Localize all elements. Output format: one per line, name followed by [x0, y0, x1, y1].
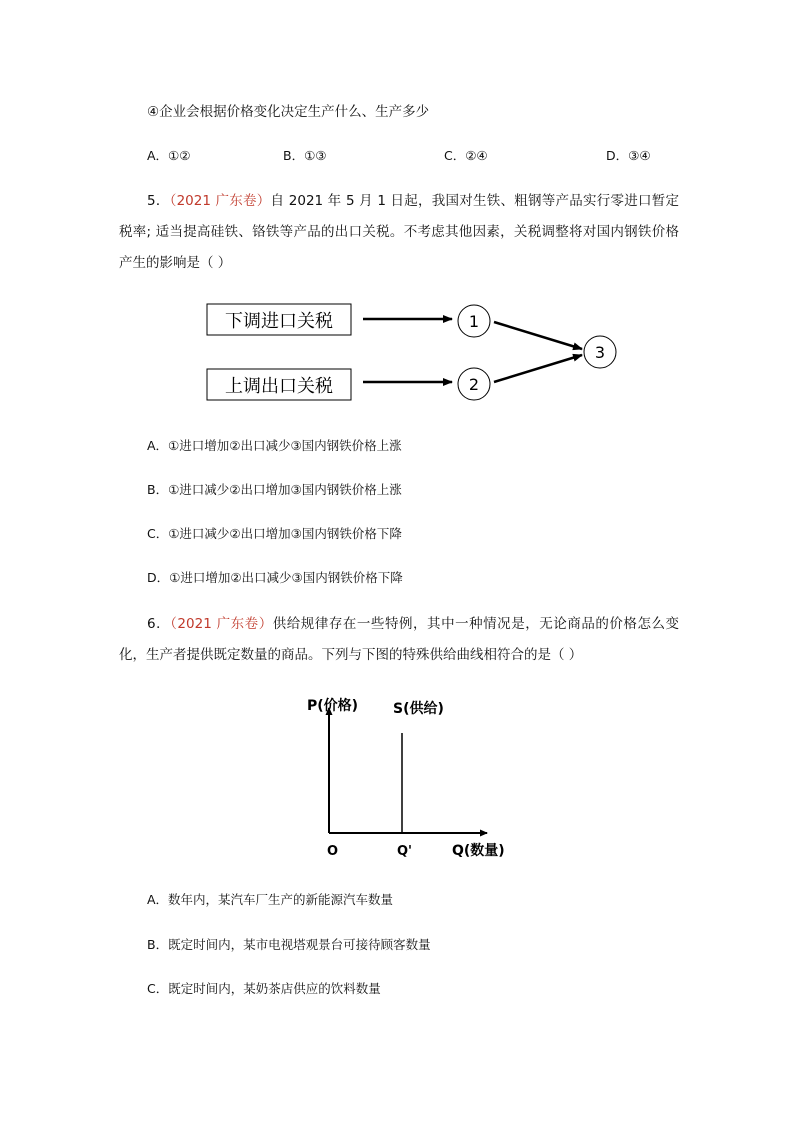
y-axis-label: P(价格) [307, 698, 359, 714]
origin-label: O [327, 844, 339, 859]
q6-question [119, 609, 679, 671]
q5-source: （2021 广东卷） [169, 193, 271, 209]
q4-option-a: A．①② [147, 148, 191, 163]
q5-diagram [0, 292, 794, 412]
q6-supply-graph [0, 688, 794, 868]
q4-option-d: D．③④ [606, 148, 651, 163]
x-axis-label: Q(数量) [452, 843, 505, 859]
arrow-node1-to-node3 [494, 322, 582, 349]
q5-option-a: A．①进口增加②出口减少③国内钢铁价格上涨 [147, 438, 402, 453]
q5-stem: 自 2021 年 5 月 1 日起，我国对生铁、粗钢等产品实行零进口暂定税率; 适当提高硅铁、铬铁等产品的出口关税。不考虑其他因素，关税调整将对国内钢铁价格产生的影响是（ ） [119, 193, 679, 271]
q-prime-label: Q' [397, 844, 413, 859]
q6-option-a: A．数年内，某汽车厂生产的新能源汽车数量 [147, 892, 394, 907]
box-raise-export-tariff-label: 上调出口关税 [225, 376, 333, 397]
arrow-node2-to-node3 [494, 355, 582, 382]
q5-option-b: B．①进口减少②出口增加③国内钢铁价格上涨 [147, 482, 402, 497]
node-1-label: 1 [468, 312, 480, 331]
q6-number: 6． [147, 616, 171, 632]
q5-question [119, 186, 679, 279]
q5-option-c: C．①进口减少②出口增加③国内钢铁价格下降 [147, 526, 402, 541]
box-lower-import-tariff-label: 下调进口关税 [225, 311, 333, 332]
q5-option-d: D．①进口增加②出口减少③国内钢铁价格下降 [147, 570, 403, 585]
node-3-label: 3 [594, 343, 606, 362]
node-2-label: 2 [468, 375, 480, 394]
q4-option-b: B．①③ [283, 148, 327, 163]
q6-option-c: C．既定时间内，某奶茶店供应的饮料数量 [147, 981, 381, 996]
q6-option-b: B．既定时间内，某市电视塔观景台可接待顾客数量 [147, 937, 431, 952]
q5-number: 5． [147, 193, 170, 209]
q6-stem: 供给规律存在一些特例，其中一种情况是，无论商品的价格怎么变化，生产者提供既定数量的商品。下列与下图的特殊供给曲线相符合的是（ ） [119, 616, 680, 663]
q6-source: （2021 广东卷） [170, 616, 273, 632]
supply-curve-label: S(供给) [393, 701, 444, 717]
q4-statement-4: ④企业会根据价格变化决定生产什么、生产多少 [147, 104, 430, 120]
q4-option-c: C．②④ [444, 148, 488, 163]
